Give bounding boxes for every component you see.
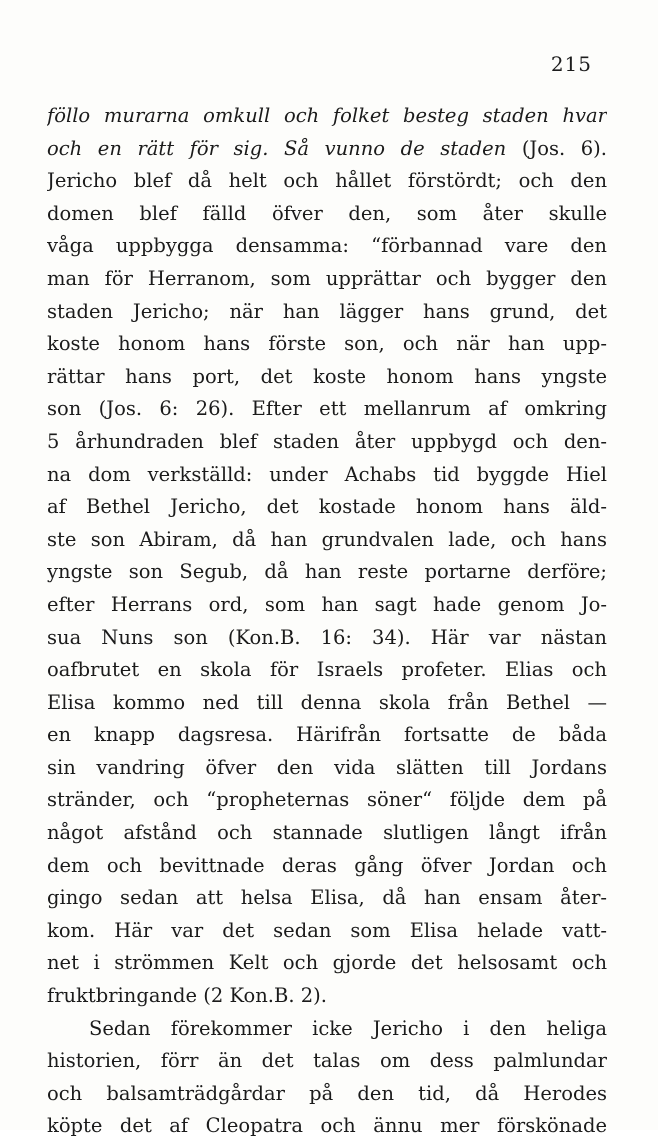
italic-text-segment: och en rätt för sig. Så vunno de staden bbox=[47, 136, 507, 160]
text-line bbox=[47, 915, 607, 948]
text-segment: något afstånd och stannade slutligen långt ifrån bbox=[47, 821, 607, 845]
text-segment: sin vandring öfver den vida slätten till Jordans bbox=[47, 755, 607, 779]
text-line bbox=[47, 622, 607, 655]
text-segment: domen blef fälld öfver den, som åter skulle bbox=[47, 201, 607, 225]
text-segment: net i strömmen Kelt och gjorde det helsosamt och bbox=[47, 951, 607, 975]
text-segment: son (Jos. 6: 26). Efter ett mellanrum af omkring bbox=[47, 397, 607, 421]
text-segment: köpte det af Cleopatra och ännu mer förskönade bbox=[47, 1114, 607, 1138]
text-segment: stränder, och “propheternas söner“ följde dem på bbox=[47, 788, 607, 812]
text-segment: af Bethel Jericho, det kostade honom hans äld- bbox=[47, 495, 607, 519]
text-line bbox=[47, 361, 607, 394]
text-line bbox=[47, 589, 607, 622]
text-segment: Sedan förekommer icke Jericho i den heliga bbox=[89, 1016, 607, 1040]
text-line bbox=[47, 263, 607, 296]
text-segment: gingo sedan att helsa Elisa, då han ensam åter- bbox=[47, 886, 607, 910]
text-line bbox=[47, 491, 607, 524]
text-line bbox=[47, 850, 607, 883]
text-line bbox=[47, 198, 607, 231]
text-line bbox=[47, 459, 607, 492]
text-segment: kom. Här var det sedan som Elisa helade vatt- bbox=[47, 918, 607, 942]
text-segment: sua Nuns son (Kon.B. 16: 34). Här var nästan bbox=[47, 625, 607, 649]
text-line bbox=[47, 1078, 607, 1111]
text-segment: koste honom hans förste son, och när han upp- bbox=[47, 332, 607, 356]
text-line bbox=[47, 100, 607, 133]
text-segment: våga uppbygga densamma: “förbannad vare den bbox=[47, 234, 607, 258]
text-line bbox=[47, 882, 607, 915]
text-line bbox=[47, 1013, 607, 1046]
text-segment: man för Herranom, som upprättar och bygger den bbox=[47, 266, 607, 290]
text-line bbox=[47, 230, 607, 263]
text-line bbox=[47, 654, 607, 687]
text-line bbox=[47, 1110, 607, 1143]
body-text bbox=[47, 100, 607, 1143]
text-line bbox=[47, 752, 607, 785]
text-segment: 5 århundraden blef staden åter uppbygd och den- bbox=[47, 429, 607, 453]
text-line bbox=[47, 947, 607, 980]
text-segment: na dom verkställd: under Achabs tid byggde Hiel bbox=[47, 462, 607, 486]
text-line bbox=[47, 817, 607, 850]
text-segment: (Jos. 6). bbox=[506, 136, 607, 160]
text-segment: staden Jericho; när han lägger hans grund, det bbox=[47, 299, 607, 323]
text-line bbox=[47, 393, 607, 426]
text-line bbox=[47, 687, 607, 720]
text-line bbox=[47, 556, 607, 589]
page-number: 215 bbox=[550, 52, 592, 76]
text-segment: en knapp dagsresa. Härifrån fortsatte de båda bbox=[47, 723, 607, 747]
text-line bbox=[47, 328, 607, 361]
text-line bbox=[47, 426, 607, 459]
text-segment: och balsamträdgårdar på den tid, då Herodes bbox=[47, 1081, 607, 1105]
text-line bbox=[47, 524, 607, 557]
text-segment: fruktbringande (2 Kon.B. 2). bbox=[47, 984, 327, 1008]
italic-text-segment: föllo murarna omkull och folket besteg staden hvar bbox=[47, 104, 607, 127]
text-segment: efter Herrans ord, som han sagt hade genom Jo- bbox=[47, 592, 607, 616]
text-line bbox=[47, 165, 607, 198]
text-segment: ste son Abiram, då han grundvalen lade, och hans bbox=[47, 527, 607, 551]
text-line bbox=[47, 1045, 607, 1078]
text-line bbox=[47, 719, 607, 752]
text-line bbox=[47, 784, 607, 817]
text-segment: Elisa kommo ned till denna skola från Bethel — bbox=[47, 690, 607, 714]
text-line bbox=[47, 133, 607, 166]
text-segment: oafbrutet en skola för Israels profeter. Elias och bbox=[47, 658, 607, 682]
text-line bbox=[47, 296, 607, 329]
text-segment: rättar hans port, det koste honom hans yngste bbox=[47, 364, 607, 388]
text-segment: yngste son Segub, då han reste portarne derföre; bbox=[47, 560, 607, 584]
text-segment: historien, förr än det talas om dess palmlundar bbox=[47, 1049, 607, 1073]
text-line bbox=[47, 980, 607, 1013]
text-segment: Jericho blef då helt och hållet förstördt; och den bbox=[47, 169, 607, 193]
text-segment: dem och bevittnade deras gång öfver Jordan och bbox=[47, 853, 607, 877]
